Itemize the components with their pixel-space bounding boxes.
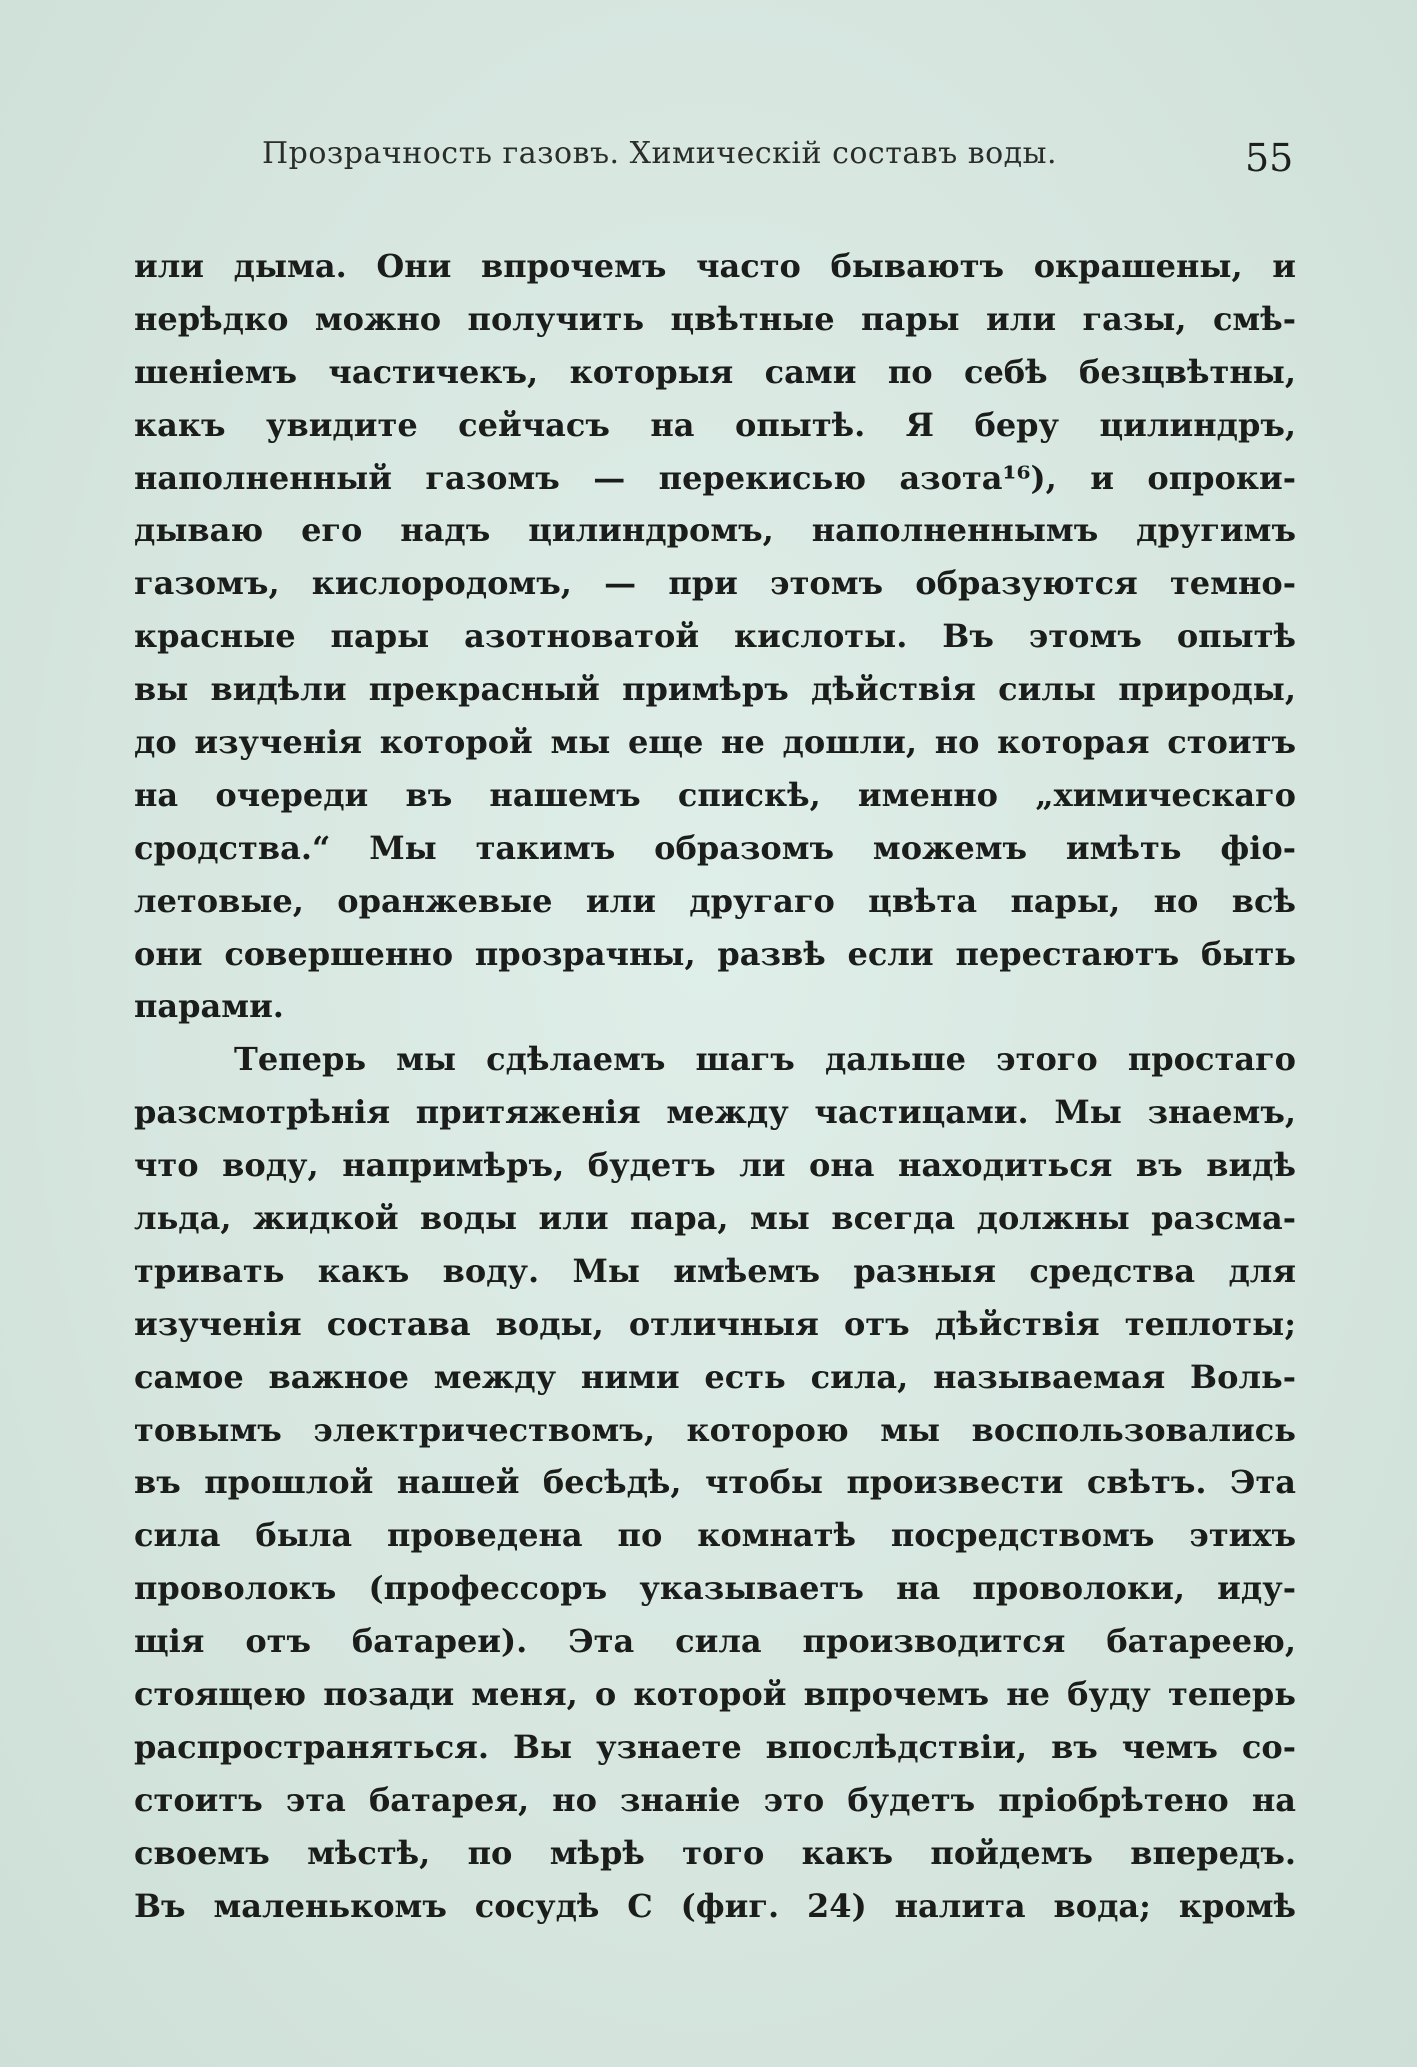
text-line: какъ увидите сейчасъ на опытѣ. Я беру цилиндръ, (134, 405, 1296, 444)
text-line: дываю его надъ цилиндромъ, наполненнымъ другимъ (134, 511, 1296, 550)
paragraph-start-line: Теперь мы сдѣлаемъ шагъ дальше этого простаго (234, 1040, 1296, 1079)
text-line: товымъ электричествомъ, которою мы воспользовались (134, 1410, 1296, 1449)
text-line: разсмотрѣнія притяженія между частицами. Мы знаемъ, (134, 1093, 1296, 1132)
text-line: до изученія которой мы еще не дошли, но которая стоитъ (134, 723, 1296, 762)
text-line: сродства.“ Мы такимъ образомъ можемъ имѣть фіо- (134, 828, 1296, 867)
text-line: Въ маленькомъ сосудѣ C (фиг. 24) налита вода; кромѣ (134, 1886, 1296, 1925)
text-line: летовые, оранжевые или другаго цвѣта пары, но всѣ (134, 881, 1296, 920)
text-line: нерѣдко можно получить цвѣтные пары или газы, смѣ- (134, 299, 1296, 338)
paragraph-end-line: парами. (134, 987, 284, 1026)
text-line: наполненный газомъ — перекисью азота¹⁶), и опроки- (134, 458, 1296, 497)
text-line: стоящею позади меня, о которой впрочемъ не буду теперь (134, 1675, 1296, 1714)
text-line: сила была проведена по комнатѣ посредствомъ этихъ (134, 1516, 1296, 1555)
text-line: самое важное между ними есть сила, называемая Воль- (134, 1357, 1296, 1396)
text-line: изученія состава воды, отличныя отъ дѣйствія теплоты; (134, 1304, 1296, 1343)
text-line: газомъ, кислородомъ, — при этомъ образуются темно- (134, 564, 1296, 603)
text-line: вы видѣли прекрасный примѣръ дѣйствія силы природы, (134, 670, 1296, 709)
text-line: тривать какъ воду. Мы имѣемъ разныя средства для (134, 1251, 1296, 1290)
text-line: щія отъ батареи). Эта сила производится батареею, (134, 1622, 1296, 1661)
text-line: распространяться. Вы узнаете впослѣдствіи, въ чемъ со- (134, 1727, 1296, 1766)
text-line: проволокъ (профессоръ указываетъ на проволоки, иду- (134, 1569, 1296, 1608)
text-line: красные пары азотноватой кислоты. Въ этомъ опытѣ (134, 617, 1296, 656)
text-line: шеніемъ частичекъ, которыя сами по себѣ безцвѣтны, (134, 352, 1296, 391)
text-line: на очереди въ нашемъ спискѣ, именно „химическаго (134, 775, 1296, 814)
text-line: въ прошлой нашей бесѣдѣ, чтобы произвести свѣтъ. Эта (134, 1463, 1296, 1502)
page-number: 55 (1245, 136, 1294, 180)
text-line: стоитъ эта батарея, но знаніе это будетъ пріобрѣтено на (134, 1780, 1296, 1819)
text-line: льда, жидкой воды или пара, мы всегда должны разсма- (134, 1199, 1296, 1238)
running-title: Прозрачность газовъ. Химическій составъ воды. (262, 136, 1058, 171)
text-line: они совершенно прозрачны, развѣ если перестаютъ быть (134, 934, 1296, 973)
body-text (134, 240, 1296, 1933)
text-line: своемъ мѣстѣ, по мѣрѣ того какъ пойдемъ впередъ. (134, 1833, 1296, 1872)
text-line: что воду, напримѣръ, будетъ ли она находиться въ видѣ (134, 1146, 1296, 1185)
text-line: или дыма. Они впрочемъ часто бываютъ окрашены, и (134, 247, 1296, 285)
